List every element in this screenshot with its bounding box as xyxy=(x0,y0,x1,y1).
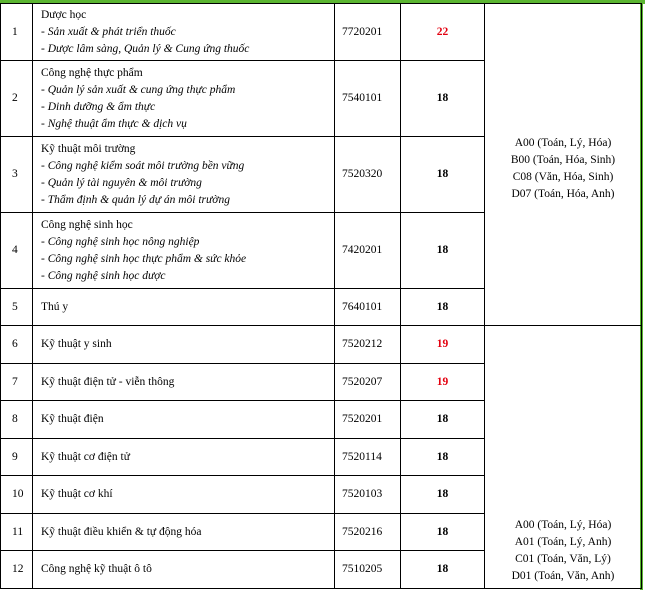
admission-score: 18 xyxy=(401,551,485,589)
program-name: Kỹ thuật y sinh xyxy=(41,338,112,350)
row-number: 5 xyxy=(1,289,33,326)
program-code: 7520103 xyxy=(335,476,401,514)
table-row xyxy=(1,4,642,61)
specialization-item: - Công nghệ sinh học dược xyxy=(41,269,166,282)
specialization-item: - Dược lâm sàng, Quản lý & Cung ứng thuốc xyxy=(41,42,250,55)
program-code: 7640101 xyxy=(335,289,401,326)
admission-score: 22 xyxy=(401,4,485,61)
row-number: 4 xyxy=(1,213,33,289)
specialization-item: - Sản xuất & phát triển thuốc xyxy=(41,25,176,38)
row-number: 8 xyxy=(1,401,33,439)
program-code: 7540101 xyxy=(335,61,401,137)
program-code: 7420201 xyxy=(335,213,401,289)
row-number: 1 xyxy=(1,4,33,61)
program-code: 7520320 xyxy=(335,137,401,213)
admission-score: 18 xyxy=(401,61,485,137)
program-name-cell xyxy=(33,401,335,439)
program-name-cell xyxy=(33,439,335,476)
program-name: Kỹ thuật điện xyxy=(41,413,104,425)
specialization-item: - Công nghệ sinh học thực phẩm & sức khỏe xyxy=(41,252,247,265)
admission-score: 18 xyxy=(401,289,485,326)
program-name-cell xyxy=(33,213,335,289)
admission-score: 19 xyxy=(401,326,485,364)
program-name: Công nghệ sinh học xyxy=(41,218,133,231)
subject-combination: D01 (Toán, Văn, Anh) xyxy=(511,570,615,582)
row-number: 3 xyxy=(1,137,33,213)
program-code: 7520207 xyxy=(335,364,401,401)
admission-score: 18 xyxy=(401,213,485,289)
program-code: 7520216 xyxy=(335,514,401,551)
admission-score: 18 xyxy=(401,439,485,476)
program-code: 7520114 xyxy=(335,439,401,476)
specialization-item: - Thẩm định & quản lý dự án môi trường xyxy=(41,193,230,206)
specialization-item: - Công nghệ sinh học nông nghiệp xyxy=(41,235,200,248)
program-name-cell xyxy=(33,289,335,326)
admission-score: 19 xyxy=(401,364,485,401)
admission-score-table xyxy=(0,3,642,589)
subject-combination: A01 (Toán, Lý, Anh) xyxy=(514,536,612,548)
program-code: 7520212 xyxy=(335,326,401,364)
program-name: Dược học xyxy=(41,8,87,21)
row-number: 12 xyxy=(1,551,33,589)
row-number: 11 xyxy=(1,514,33,551)
program-name: Công nghệ thực phẩm xyxy=(41,66,143,79)
subject-combination: B00 (Toán, Hóa, Sinh) xyxy=(510,153,616,166)
row-number: 10 xyxy=(1,476,33,514)
program-code: 7510205 xyxy=(335,551,401,589)
specialization-item: - Quản lý tài nguyên & môi trường xyxy=(41,176,202,189)
admission-score: 18 xyxy=(401,137,485,213)
program-name: Kỹ thuật môi trường xyxy=(41,142,136,155)
program-name-cell xyxy=(33,551,335,589)
program-code: 7720201 xyxy=(335,4,401,61)
program-name: Kỹ thuật cơ điện tử xyxy=(41,450,130,463)
subject-combination-cell xyxy=(485,4,642,326)
program-name-cell xyxy=(33,4,335,61)
program-name-cell xyxy=(33,137,335,213)
program-code: 7520201 xyxy=(335,401,401,439)
subject-combination: D07 (Toán, Hóa, Anh) xyxy=(511,187,615,200)
program-name-cell xyxy=(33,61,335,137)
subject-combination: C08 (Văn, Hóa, Sinh) xyxy=(512,170,614,183)
subject-combination: C01 (Toán, Văn, Lý) xyxy=(515,553,611,565)
row-number: 6 xyxy=(1,326,33,364)
specialization-item: - Công nghệ kiểm soát môi trường bền vững xyxy=(41,159,245,172)
program-name: Kỹ thuật điện tử - viễn thông xyxy=(41,375,175,388)
program-name-cell xyxy=(33,476,335,514)
admission-score: 18 xyxy=(401,514,485,551)
program-name: Thú y xyxy=(41,300,69,313)
row-number: 9 xyxy=(1,439,33,476)
program-name-cell xyxy=(33,514,335,551)
subject-combination: A00 (Toán, Lý, Hóa) xyxy=(514,519,612,531)
program-name: Công nghệ kỹ thuật ô tô xyxy=(41,563,152,575)
subject-combination-cell xyxy=(485,326,642,589)
admission-score: 18 xyxy=(401,476,485,514)
specialization-item: - Dinh dưỡng & ẩm thực xyxy=(41,100,156,113)
admission-score: 18 xyxy=(401,401,485,439)
program-name: Kỹ thuật cơ khí xyxy=(41,488,113,500)
table-row xyxy=(1,326,642,364)
row-number: 2 xyxy=(1,61,33,137)
specialization-item: - Quản lý sản xuất & cung ứng thực phẩm xyxy=(41,83,236,96)
specialization-item: - Nghệ thuật ẩm thực & dịch vụ xyxy=(41,117,187,130)
row-number: 7 xyxy=(1,364,33,401)
program-name-cell xyxy=(33,326,335,364)
subject-combination: A00 (Toán, Lý, Hóa) xyxy=(514,136,612,149)
program-name-cell xyxy=(33,364,335,401)
program-name: Kỹ thuật điều khiển & tự động hóa xyxy=(41,525,202,538)
